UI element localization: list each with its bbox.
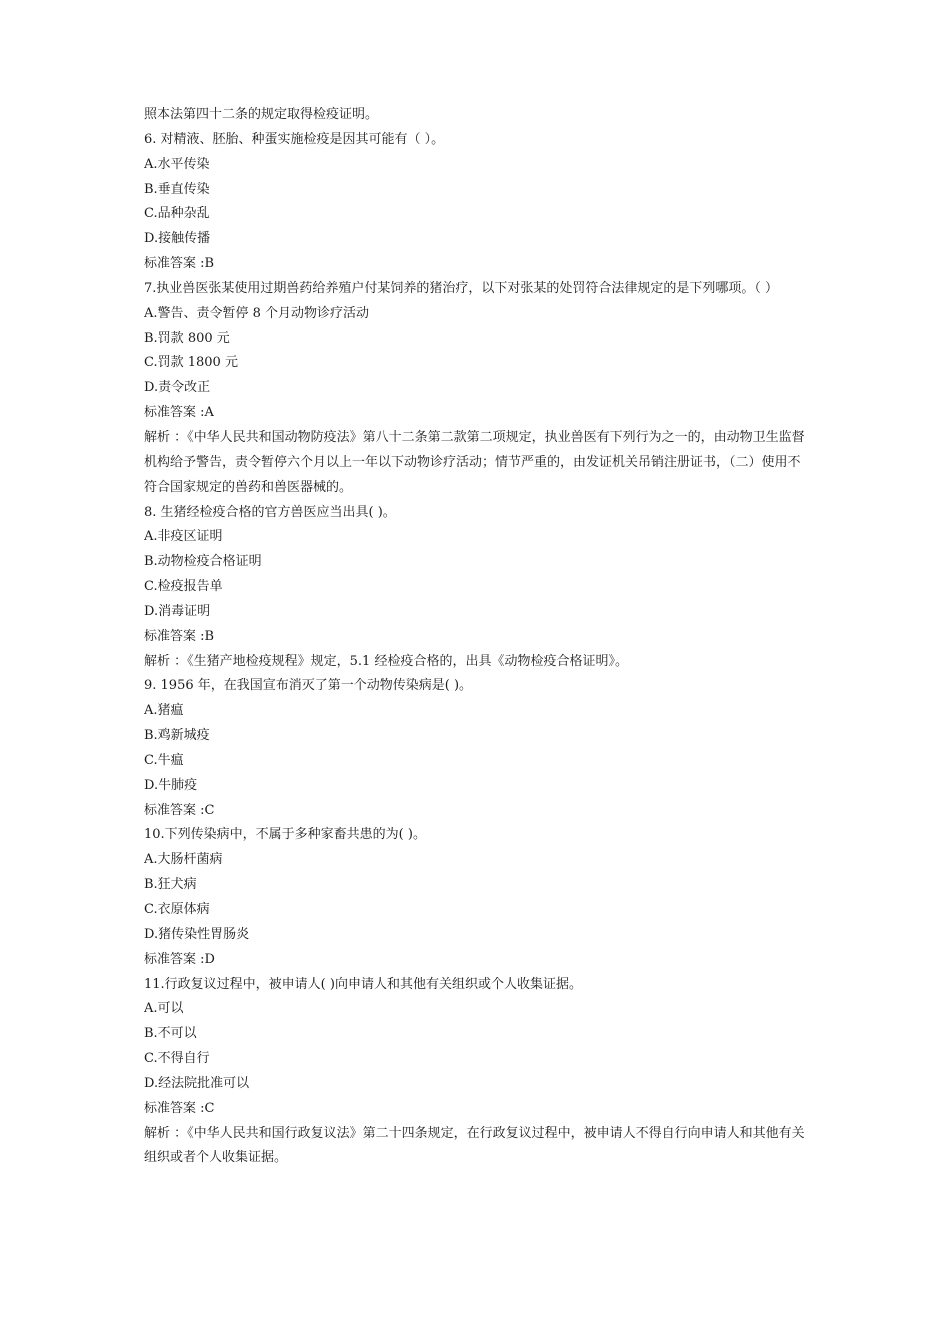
option-a: A.猪瘟: [144, 703, 184, 719]
option-c: C.不得自行: [144, 1051, 210, 1067]
question-10: [144, 823, 812, 972]
standard-answer: 标准答案 :D: [144, 951, 215, 967]
option-a: A.大肠杆菌病: [144, 852, 223, 868]
answer-analysis: 解析 ：《中华人民共和国行政复议法》第二十四条规定，在行政复议过程中，被申请人不得自行向申请人和其他有关组织或者个人收集证据。: [144, 1125, 805, 1166]
option-b: B.鸡新城疫: [144, 728, 210, 744]
option-a: A.可以: [144, 1001, 184, 1017]
question-stem: 9. 1956 年，在我国宣布消灭了第一个动物传染病是( )。: [144, 678, 473, 694]
option-d: D.责令改正: [144, 380, 211, 396]
option-a: A.非疫区证明: [144, 529, 223, 545]
option-c: C.品种杂乱: [144, 206, 210, 222]
option-b: B.罚款 800 元: [144, 330, 230, 346]
question-6: [144, 128, 812, 277]
option-a: A.水平传染: [144, 156, 210, 172]
option-d: D.接触传播: [144, 231, 211, 247]
question-7: [144, 277, 812, 501]
standard-answer: 标准答案 :A: [144, 405, 214, 421]
option-b: B.垂直传染: [144, 181, 210, 197]
option-c: C.检疫报告单: [144, 579, 223, 595]
option-b: B.动物检疫合格证明: [144, 554, 262, 570]
option-d: D.消毒证明: [144, 603, 211, 619]
question-stem: 11.行政复议过程中，被申请人( )向申请人和其他有关组织或个人收集证据。: [144, 976, 582, 992]
intro-text: 照本法第四十二条的规定取得检疫证明。: [144, 107, 379, 122]
standard-answer: 标准答案 :B: [144, 628, 215, 644]
option-c: C.牛瘟: [144, 752, 184, 768]
question-stem: 8. 生猪经检疫合格的官方兽医应当出具( )。: [144, 504, 396, 520]
option-d: D.牛肺疫: [144, 777, 198, 793]
option-c: C.罚款 1800 元: [144, 355, 238, 371]
question-9: [144, 674, 812, 823]
document-body: [144, 103, 812, 1171]
standard-answer: 标准答案 :C: [144, 1100, 215, 1116]
option-d: D.猪传染性胃肠炎: [144, 926, 250, 942]
question-stem: 6. 对精液、胚胎、种蛋实施检疫是因其可能有（ ）。: [144, 131, 445, 147]
question-11: [144, 973, 812, 1172]
answer-analysis: 解析 ：《中华人民共和国动物防疫法》第八十二条第二款第二项规定，执业兽医有下列行为之一的，由动物卫生监督机构给予警告，责令暂停六个月以上一年以下动物诊疗活动；情节严重的，由发证机关吊销注册证书，（二）使用不符合国家规定的兽药和兽医器械的。: [144, 429, 805, 495]
option-b: B.狂犬病: [144, 877, 197, 893]
option-a: A.警告、责令暂停 8 个月动物诊疗活动: [144, 305, 370, 321]
question-8: [144, 501, 812, 675]
standard-answer: 标准答案 :C: [144, 802, 215, 818]
option-d: D.经法院批准可以: [144, 1075, 250, 1091]
option-c: C.衣原体病: [144, 902, 210, 917]
standard-answer: 标准答案 :B: [144, 256, 215, 272]
answer-analysis: 解析 ：《生猪产地检疫规程》规定，5.1 经检疫合格的，出具《动物检疫合格证明》。: [144, 653, 628, 669]
option-b: B.不可以: [144, 1026, 197, 1042]
question-stem: 10.下列传染病中，不属于多种家畜共患的为( )。: [144, 827, 426, 843]
question-stem: 7.执业兽医张某使用过期兽药给养殖户付某饲养的猪治疗，以下对张某的处罚符合法律规定的是下列哪项。（ ）: [144, 280, 779, 296]
